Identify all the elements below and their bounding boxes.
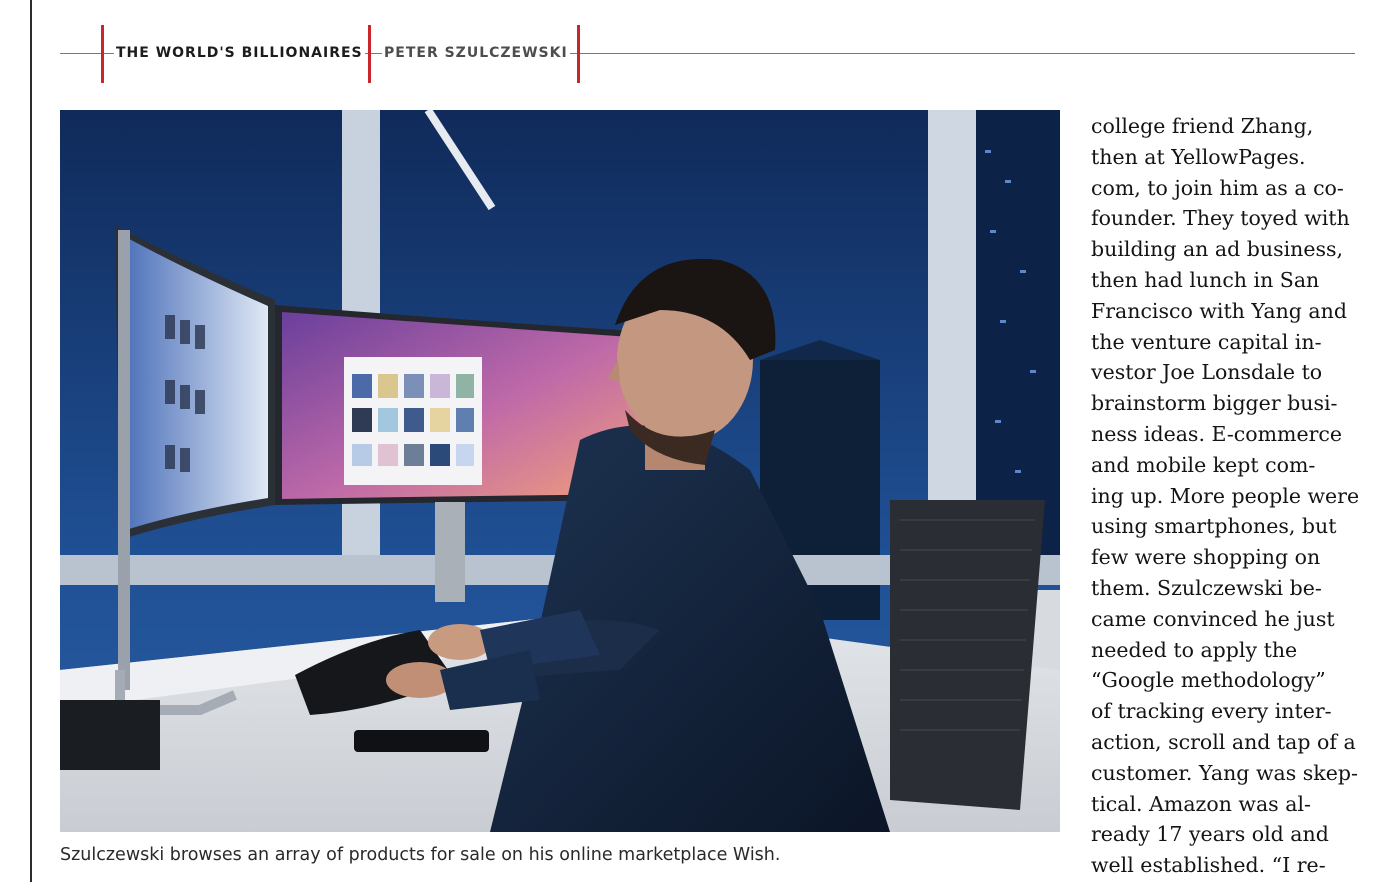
header-divider-left [101,25,104,83]
body-line: vestor Joe Lonsdale to [1091,360,1323,385]
header-divider-middle [368,25,371,83]
body-line: customer. Yang was skep- [1091,760,1358,785]
page-left-rule [30,0,32,882]
body-line: and mobile kept com- [1091,452,1316,477]
body-line: few were shopping on [1091,545,1321,570]
body-line: “Google methodology” [1091,668,1326,693]
article-photo [60,110,1060,832]
body-line: action, scroll and tap of a [1091,729,1356,754]
body-line: college friend Zhang, [1091,114,1314,138]
body-line: using smartphones, but [1091,514,1337,539]
body-line: ness ideas. E-commerce [1091,421,1342,446]
body-line: well established. “I re- [1091,853,1326,878]
body-line: brainstorm bigger busi- [1091,391,1338,416]
body-line: the venture capital in- [1091,329,1322,354]
body-line: then at YellowPages. [1091,144,1306,169]
section-title: THE WORLD'S BILLIONAIRES [116,45,363,61]
body-line: ing up. More people were [1091,483,1360,508]
body-line: them. Szulczewski be- [1091,575,1322,600]
body-line: needed to apply the [1091,637,1298,662]
body-line: ready 17 years old and [1091,822,1329,847]
body-line: came convinced he just [1091,606,1335,631]
header-divider-right [577,25,580,83]
body-line: com, to join him as a co- [1091,175,1344,200]
body-line: of tracking every inter- [1091,699,1332,724]
article-subject: PETER SZULCZEWSKI [384,45,568,61]
body-line: then had lunch in San [1091,267,1320,292]
body-line: tical. Amazon was al- [1091,791,1311,816]
body-line: building an ad business, [1091,237,1344,262]
article-body-column [1091,111,1371,881]
photo-caption: Szulczewski browses an array of products for sale on his online marketplace Wish. [60,845,781,865]
body-line: Francisco with Yang and [1091,298,1347,323]
body-line: founder. They toyed with [1091,206,1350,231]
